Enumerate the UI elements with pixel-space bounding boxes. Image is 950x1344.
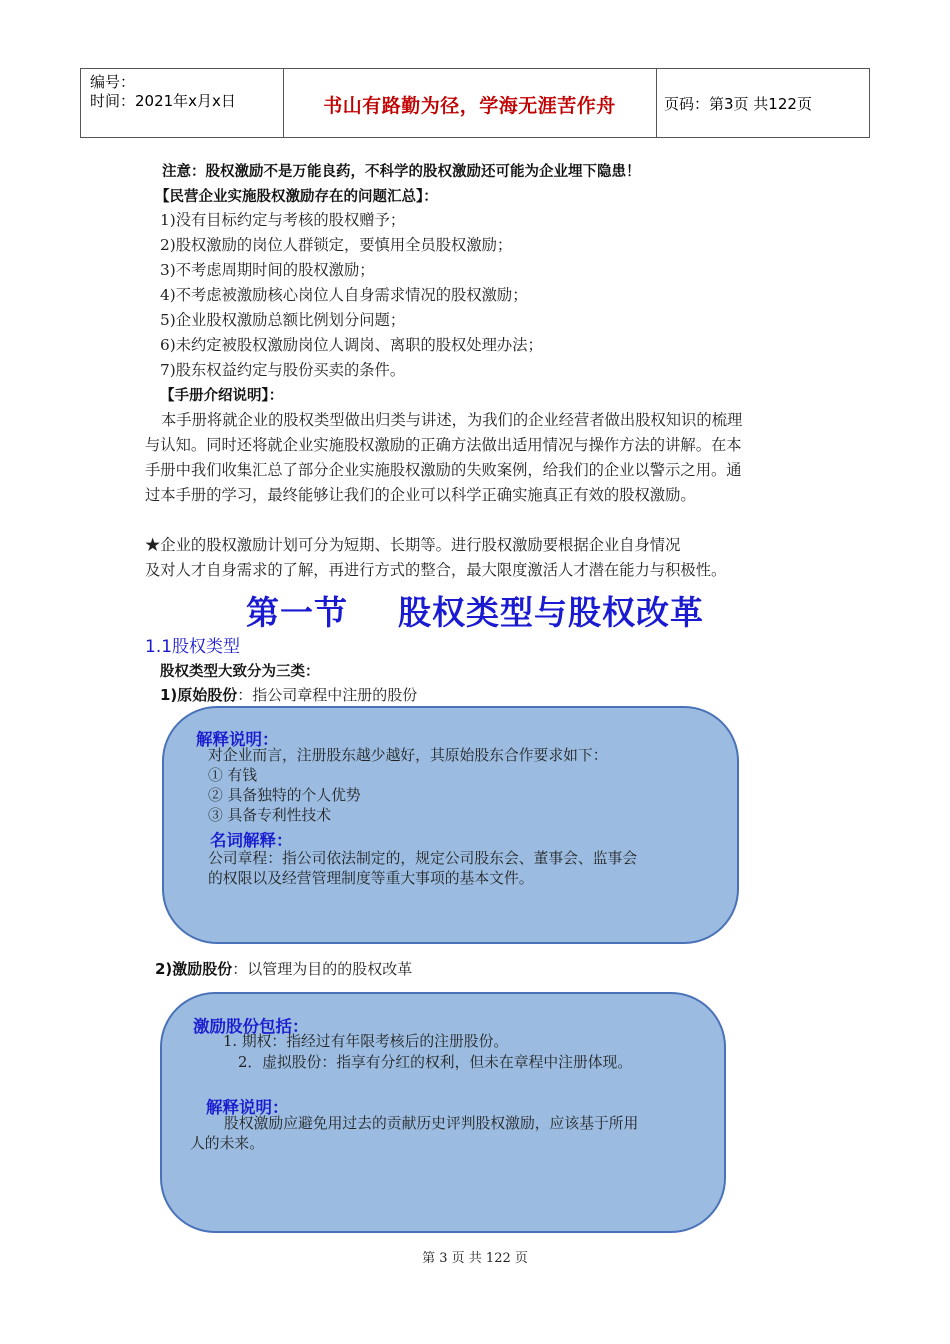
star-note [145, 533, 726, 583]
time-label: 时间：2021年x月x日 [90, 92, 236, 110]
manual-heading: 【手册介绍说明】： [160, 388, 284, 404]
section-title: 第一节 股权类型与股权改革 [246, 593, 704, 632]
list-item: 5)企业股权激励总额比例划分问题； [160, 311, 406, 329]
list-item: 2)股权激励的岗位人群锁定，要慎用全员股权激励； [160, 236, 513, 254]
list-item: 1)没有目标约定与考核的股权赠予； [160, 211, 406, 229]
page-footer: 第 3 页 共 122 页 [422, 1251, 528, 1266]
type1-label: 1)原始股份 [160, 686, 238, 704]
list-item: 4)不考虑被激励核心岗位人自身需求情况的股权激励； [160, 286, 528, 304]
box2-item: 1. 期权：指经过有年限考核后的注册股份。 [223, 1033, 509, 1050]
box1-term-line: 的权限以及经营管理制度等重大事项的基本文件。 [208, 870, 534, 887]
box2-title: 激励股份包括： [193, 1017, 309, 1036]
list-item: 3)不考虑周期时间的股权激励； [160, 261, 375, 279]
code-label: 编号： [90, 73, 136, 91]
star-note-line: 及对人才自身需求的了解，再进行方式的整合，最大限度激活人才潜在能力与积极性。 [145, 561, 727, 579]
list-item: 7)股东权益约定与股份买卖的条件。 [160, 361, 406, 379]
manual-paragraph [145, 408, 825, 508]
header-divider [80, 69, 81, 137]
header-divider [656, 69, 657, 137]
paragraph-line: 手册中我们收集汇总了部分企业实施股权激励的失败案例，给我们的企业以警示之用。通 [145, 461, 742, 479]
type1-line [160, 684, 417, 705]
header-meta [90, 73, 236, 111]
type2-line [155, 958, 412, 979]
star-note-line: ★企业的股权激励计划可分为短期、长期等。进行股权激励要根据企业自身情况 [145, 536, 681, 554]
box2-note-line: 股权激励应避免用过去的贡献历史评判股权激励，应该基于所用 [224, 1115, 639, 1132]
type1-desc: ：指公司章程中注册的股份 [237, 686, 418, 704]
box1-list-item: ② 具备独特的个人优势 [208, 787, 361, 804]
type2-label: 2)激励股份 [155, 960, 233, 978]
box1-list-item: ③ 具备专利性技术 [208, 807, 332, 824]
list-item: 6)未约定被股权激励岗位人调岗、离职的股权处理办法； [160, 336, 543, 354]
box2-item: 2．虚拟股份：指享有分红的权利，但未在章程中注册体现。 [238, 1054, 633, 1071]
box1-term-title: 名词解释： [210, 831, 293, 850]
box1-intro: 对企业而言，注册股东越少越好，其原始股东合作要求如下： [208, 747, 608, 764]
box1-term-line: 公司章程：指公司依法制定的，规定公司股东会、董事会、监事会 [208, 850, 638, 867]
box2-note-title: 解释说明： [206, 1098, 289, 1117]
box2-note-line: 人的未来。 [190, 1135, 264, 1152]
types-intro: 股权类型大致分为三类： [160, 664, 320, 680]
type2-desc: ：以管理为目的的股权改革 [232, 960, 413, 978]
paragraph-line: 与认知。同时还将就企业实施股权激励的正确方法做出适用情况与操作方法的讲解。在本 [145, 436, 742, 454]
paragraph-line: 过本手册的学习，最终能够让我们的企业可以科学正确实施真正有效的股权激励。 [145, 486, 696, 504]
header-page-info: 页码：第3页 共122页 [664, 95, 812, 113]
header-divider [869, 69, 870, 137]
box1-list-item: ① 有钱 [208, 767, 258, 784]
header-motto: 书山有路勤为径，学海无涯苦作舟 [323, 95, 616, 117]
problems-heading: 【民营企业实施股权激励存在的问题汇总】： [155, 189, 438, 205]
notice-text: 注意：股权激励不是万能良药，不科学的股权激励还可能为企业埋下隐患！ [162, 164, 641, 180]
subsection-heading: 1.1股权类型 [145, 637, 241, 657]
box1-title: 解释说明： [196, 730, 279, 749]
page-header [80, 68, 870, 138]
paragraph-line: 本手册将就企业的股权类型做出归类与讲述，为我们的企业经营者做出股权知识的梳理 [161, 411, 743, 429]
problems-list [160, 208, 543, 383]
